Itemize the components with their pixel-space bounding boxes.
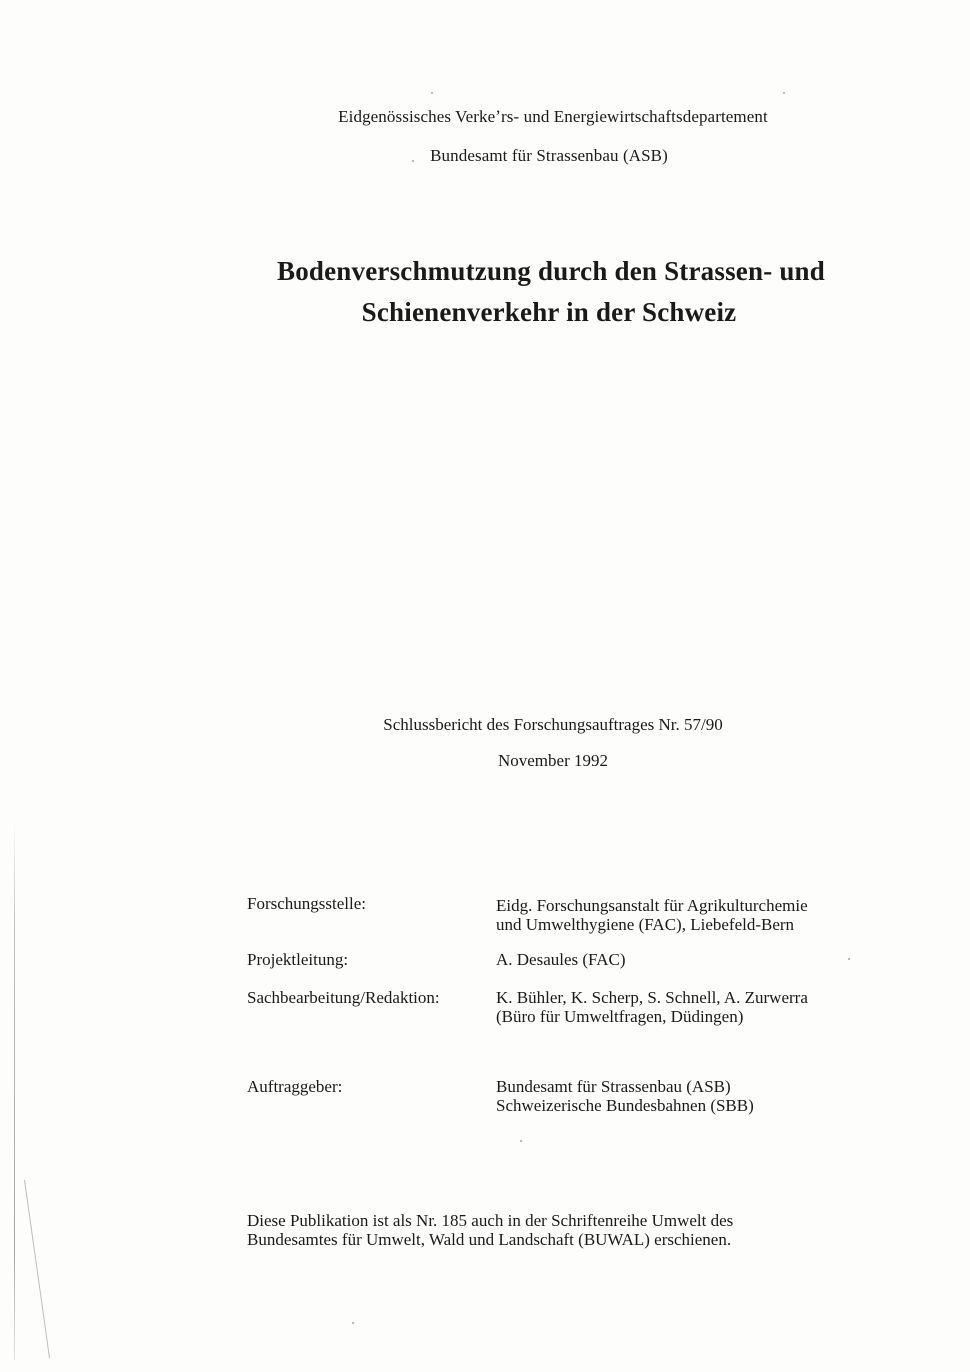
scan-speck (352, 1322, 354, 1324)
report-date: November 1992 (497, 751, 608, 770)
project-lead-label: Projektleitung: (247, 950, 349, 969)
scan-edge-shadow (14, 820, 15, 1360)
scan-speck (848, 958, 850, 960)
scan-speck (520, 1140, 522, 1142)
research-institution-line: und Umwelthygiene (FAC), Liebefeld-Bern (496, 915, 795, 934)
header-office: Bundesamt für Strassenbau (ASB) (430, 146, 668, 165)
document-title-line-2: Schienenverkehr in der Schweiz (361, 297, 737, 327)
project-lead-value (496, 950, 626, 969)
scan-speck (783, 92, 785, 94)
publication-note-line-2: Bundesamtes für Umwelt, Wald und Landschaft (BUWAL) erschienen. (247, 1230, 732, 1249)
scan-edge-shadow-lower (24, 1180, 50, 1358)
client-label: Auftraggeber: (247, 1077, 343, 1096)
scan-speck (412, 160, 414, 162)
editorial-staff-line: (Büro für Umweltfragen, Düdingen) (496, 1007, 744, 1026)
editorial-staff-label: Sachbearbeitung/Redaktion: (247, 988, 440, 1007)
client-value (496, 1077, 754, 1115)
project-lead-line: A. Desaules (FAC) (496, 950, 626, 969)
scan-speck (431, 92, 433, 94)
research-institution-value (496, 896, 808, 934)
report-number: Schlussbericht des Forschungsauftrages Nr. 57/90 (383, 715, 723, 734)
publication-note (247, 1211, 733, 1249)
client-line: Bundesamt für Strassenbau (ASB) (496, 1077, 731, 1096)
client-line: Schweizerische Bundesbahnen (SBB) (496, 1096, 754, 1115)
research-institution-label: Forschungsstelle: (247, 894, 366, 913)
publication-note-line-1: Diese Publikation ist als Nr. 185 auch in der Schriftenreihe Umwelt des (247, 1211, 734, 1230)
editorial-staff-value (496, 988, 808, 1026)
header-department: Eidgenössisches Verkeʼrs- und Energiewirtschaftsdepartement (338, 107, 768, 126)
editorial-staff-line: K. Bühler, K. Scherp, S. Schnell, A. Zurwerra (496, 988, 808, 1007)
document-title-line-1: Bodenverschmutzung durch den Strassen- und (276, 256, 825, 286)
research-institution-line: Eidg. Forschungsanstalt für Agrikulturchemie (496, 896, 808, 915)
